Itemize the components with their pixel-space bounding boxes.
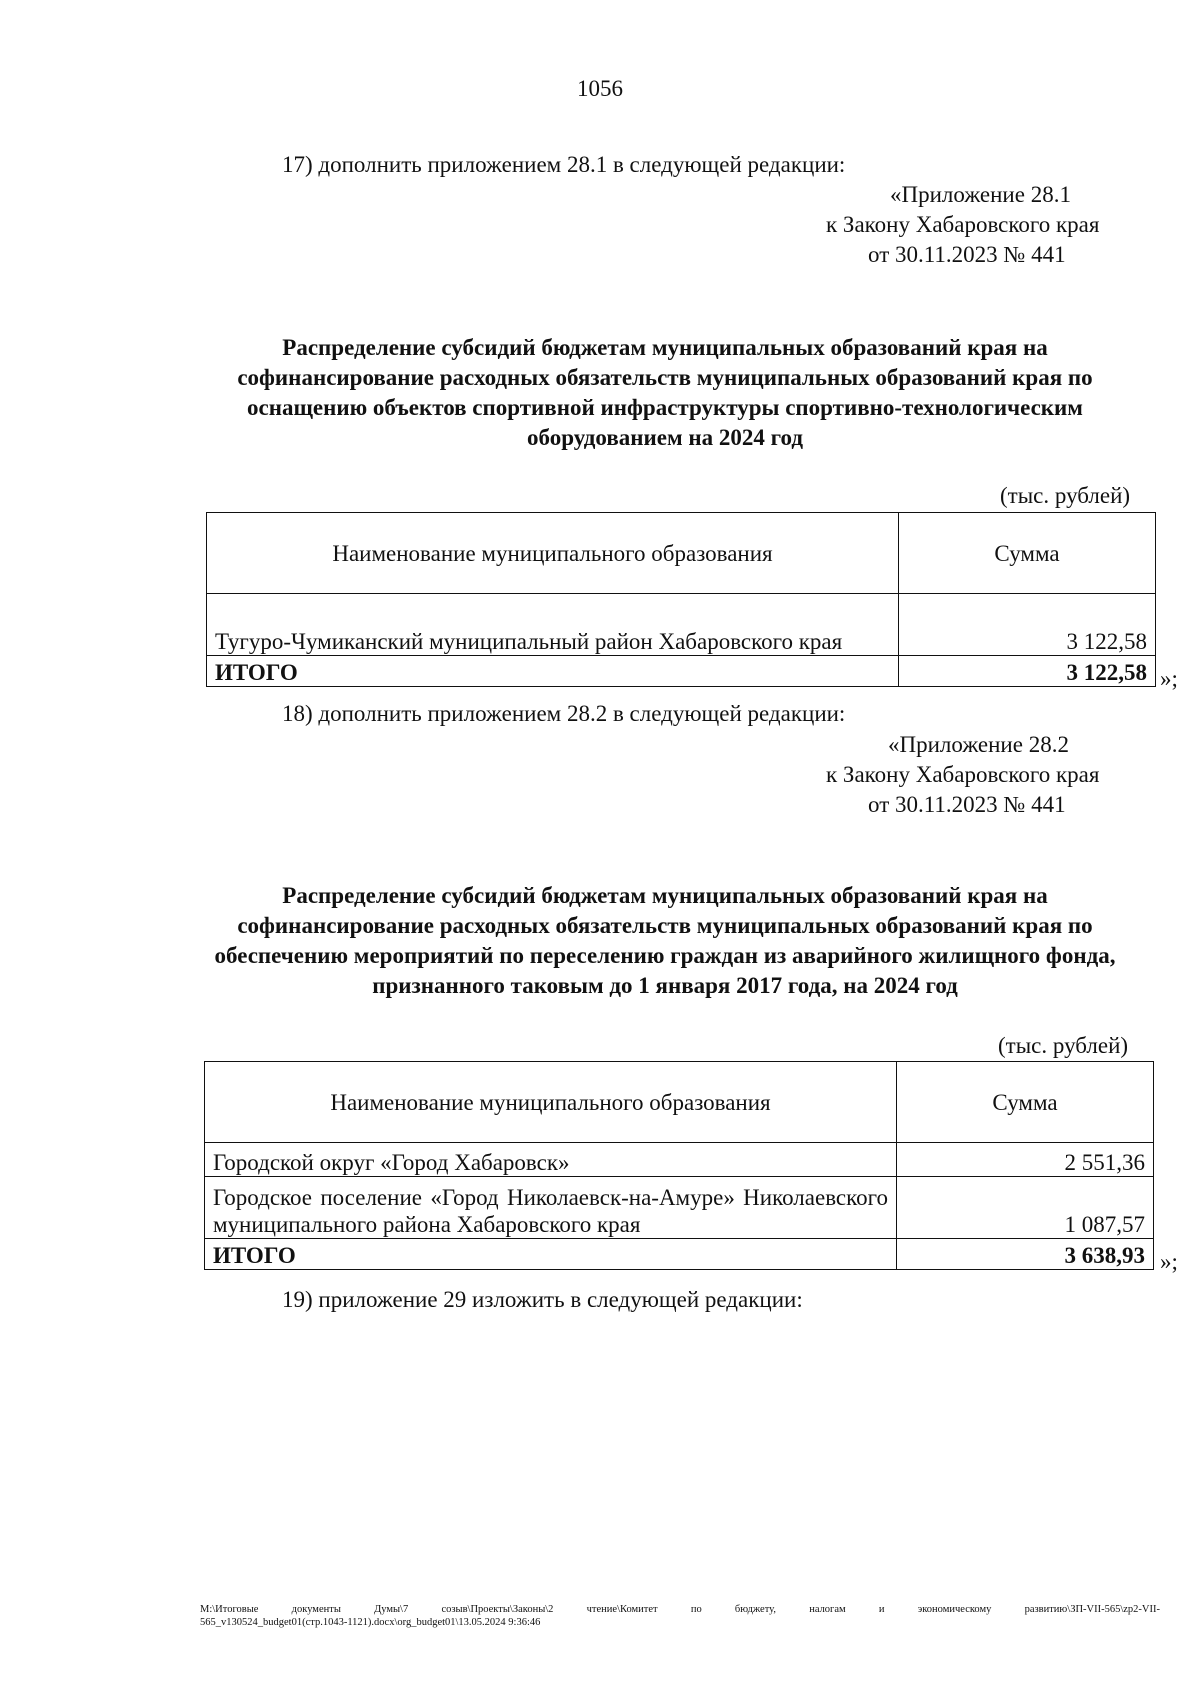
appendix-line: «Приложение 28.1 — [890, 182, 1071, 207]
amount-value: 2 551,36 — [897, 1143, 1154, 1177]
appendix-line: к Закону Хабаровского края — [826, 762, 1100, 787]
subsidy-table-2 — [204, 1061, 1154, 1270]
appendix-line: «Приложение 28.2 — [888, 732, 1069, 757]
footer-line: M:\Итоговые документы Думы\7 созыв\Проекты\Законы\2 чтение\Комитет по бюджету, налогам и экономическому развитию\ЗП-VII-565\zp2-VII- — [200, 1604, 1160, 1615]
appendix-line: от 30.11.2023 № 441 — [868, 242, 1066, 267]
total-row — [205, 1239, 1154, 1270]
item-18: 18) дополнить приложением 28.2 в следующей редакции: — [282, 701, 846, 726]
municipality-name: Городской округ «Город Хабаровск» — [205, 1143, 897, 1177]
closing-quote-1: »; — [1160, 666, 1178, 691]
page-number: 1056 — [577, 76, 623, 101]
unit-label-2: (тыс. рублей) — [998, 1033, 1129, 1058]
appendix-line: от 30.11.2023 № 441 — [868, 792, 1066, 817]
closing-quote-2: »; — [1160, 1249, 1178, 1274]
total-amount: 3 122,58 — [899, 656, 1156, 687]
file-path-footer — [200, 1603, 1160, 1629]
amount-value: 1 087,57 — [897, 1177, 1154, 1239]
table-row — [207, 594, 1156, 656]
total-row — [207, 656, 1156, 687]
unit-label-1: (тыс. рублей) — [1000, 483, 1131, 508]
column-header-amount: Сумма — [899, 513, 1156, 594]
table-title-1: Распределение субсидий бюджетам муниципальных образований края на софинансирование расходных обязательств муниципальных образований края по оснащению объектов спортивной инфраструктуры спортивно-технологическим оборудованием на 2024 год — [237, 335, 1093, 450]
appendix-line: к Закону Хабаровского края — [826, 212, 1100, 237]
item-17: 17) дополнить приложением 28.1 в следующей редакции: — [282, 152, 846, 177]
table-row — [205, 1177, 1154, 1239]
column-header-amount: Сумма — [897, 1062, 1154, 1143]
column-header-name: Наименование муниципального образования — [205, 1062, 897, 1143]
municipality-name: Городское поселение «Город Николаевск-на-Амуре» Николаевского муниципального района Хабаровского края — [205, 1177, 897, 1239]
total-amount: 3 638,93 — [897, 1239, 1154, 1270]
appendix-28-2-header — [826, 730, 1099, 820]
table-header-row — [205, 1062, 1154, 1143]
table-header-row — [207, 513, 1156, 594]
amount-value: 3 122,58 — [899, 594, 1156, 656]
table-row — [205, 1143, 1154, 1177]
footer-line: 565_v130524_budget01(стр.1043-1121).docx\org_budget01\13.05.2024 9:36:46 — [200, 1617, 541, 1628]
total-label: ИТОГО — [207, 656, 899, 687]
table-title-2: Распределение субсидий бюджетам муниципальных образований края на софинансирование расходных обязательств муниципальных образований края по обеспечению мероприятий по переселению граждан из аварийного жилищного фонда, признанного таковым до 1 января 2017 года, на 2024 год — [214, 883, 1116, 998]
column-header-name: Наименование муниципального образования — [207, 513, 899, 594]
municipality-name: Тугуро-Чумиканский муниципальный район Хабаровского края — [207, 594, 899, 656]
appendix-28-1-header — [826, 180, 1099, 270]
subsidy-table-1 — [206, 512, 1156, 687]
total-label: ИТОГО — [205, 1239, 897, 1270]
item-19: 19) приложение 29 изложить в следующей редакции: — [282, 1287, 803, 1312]
